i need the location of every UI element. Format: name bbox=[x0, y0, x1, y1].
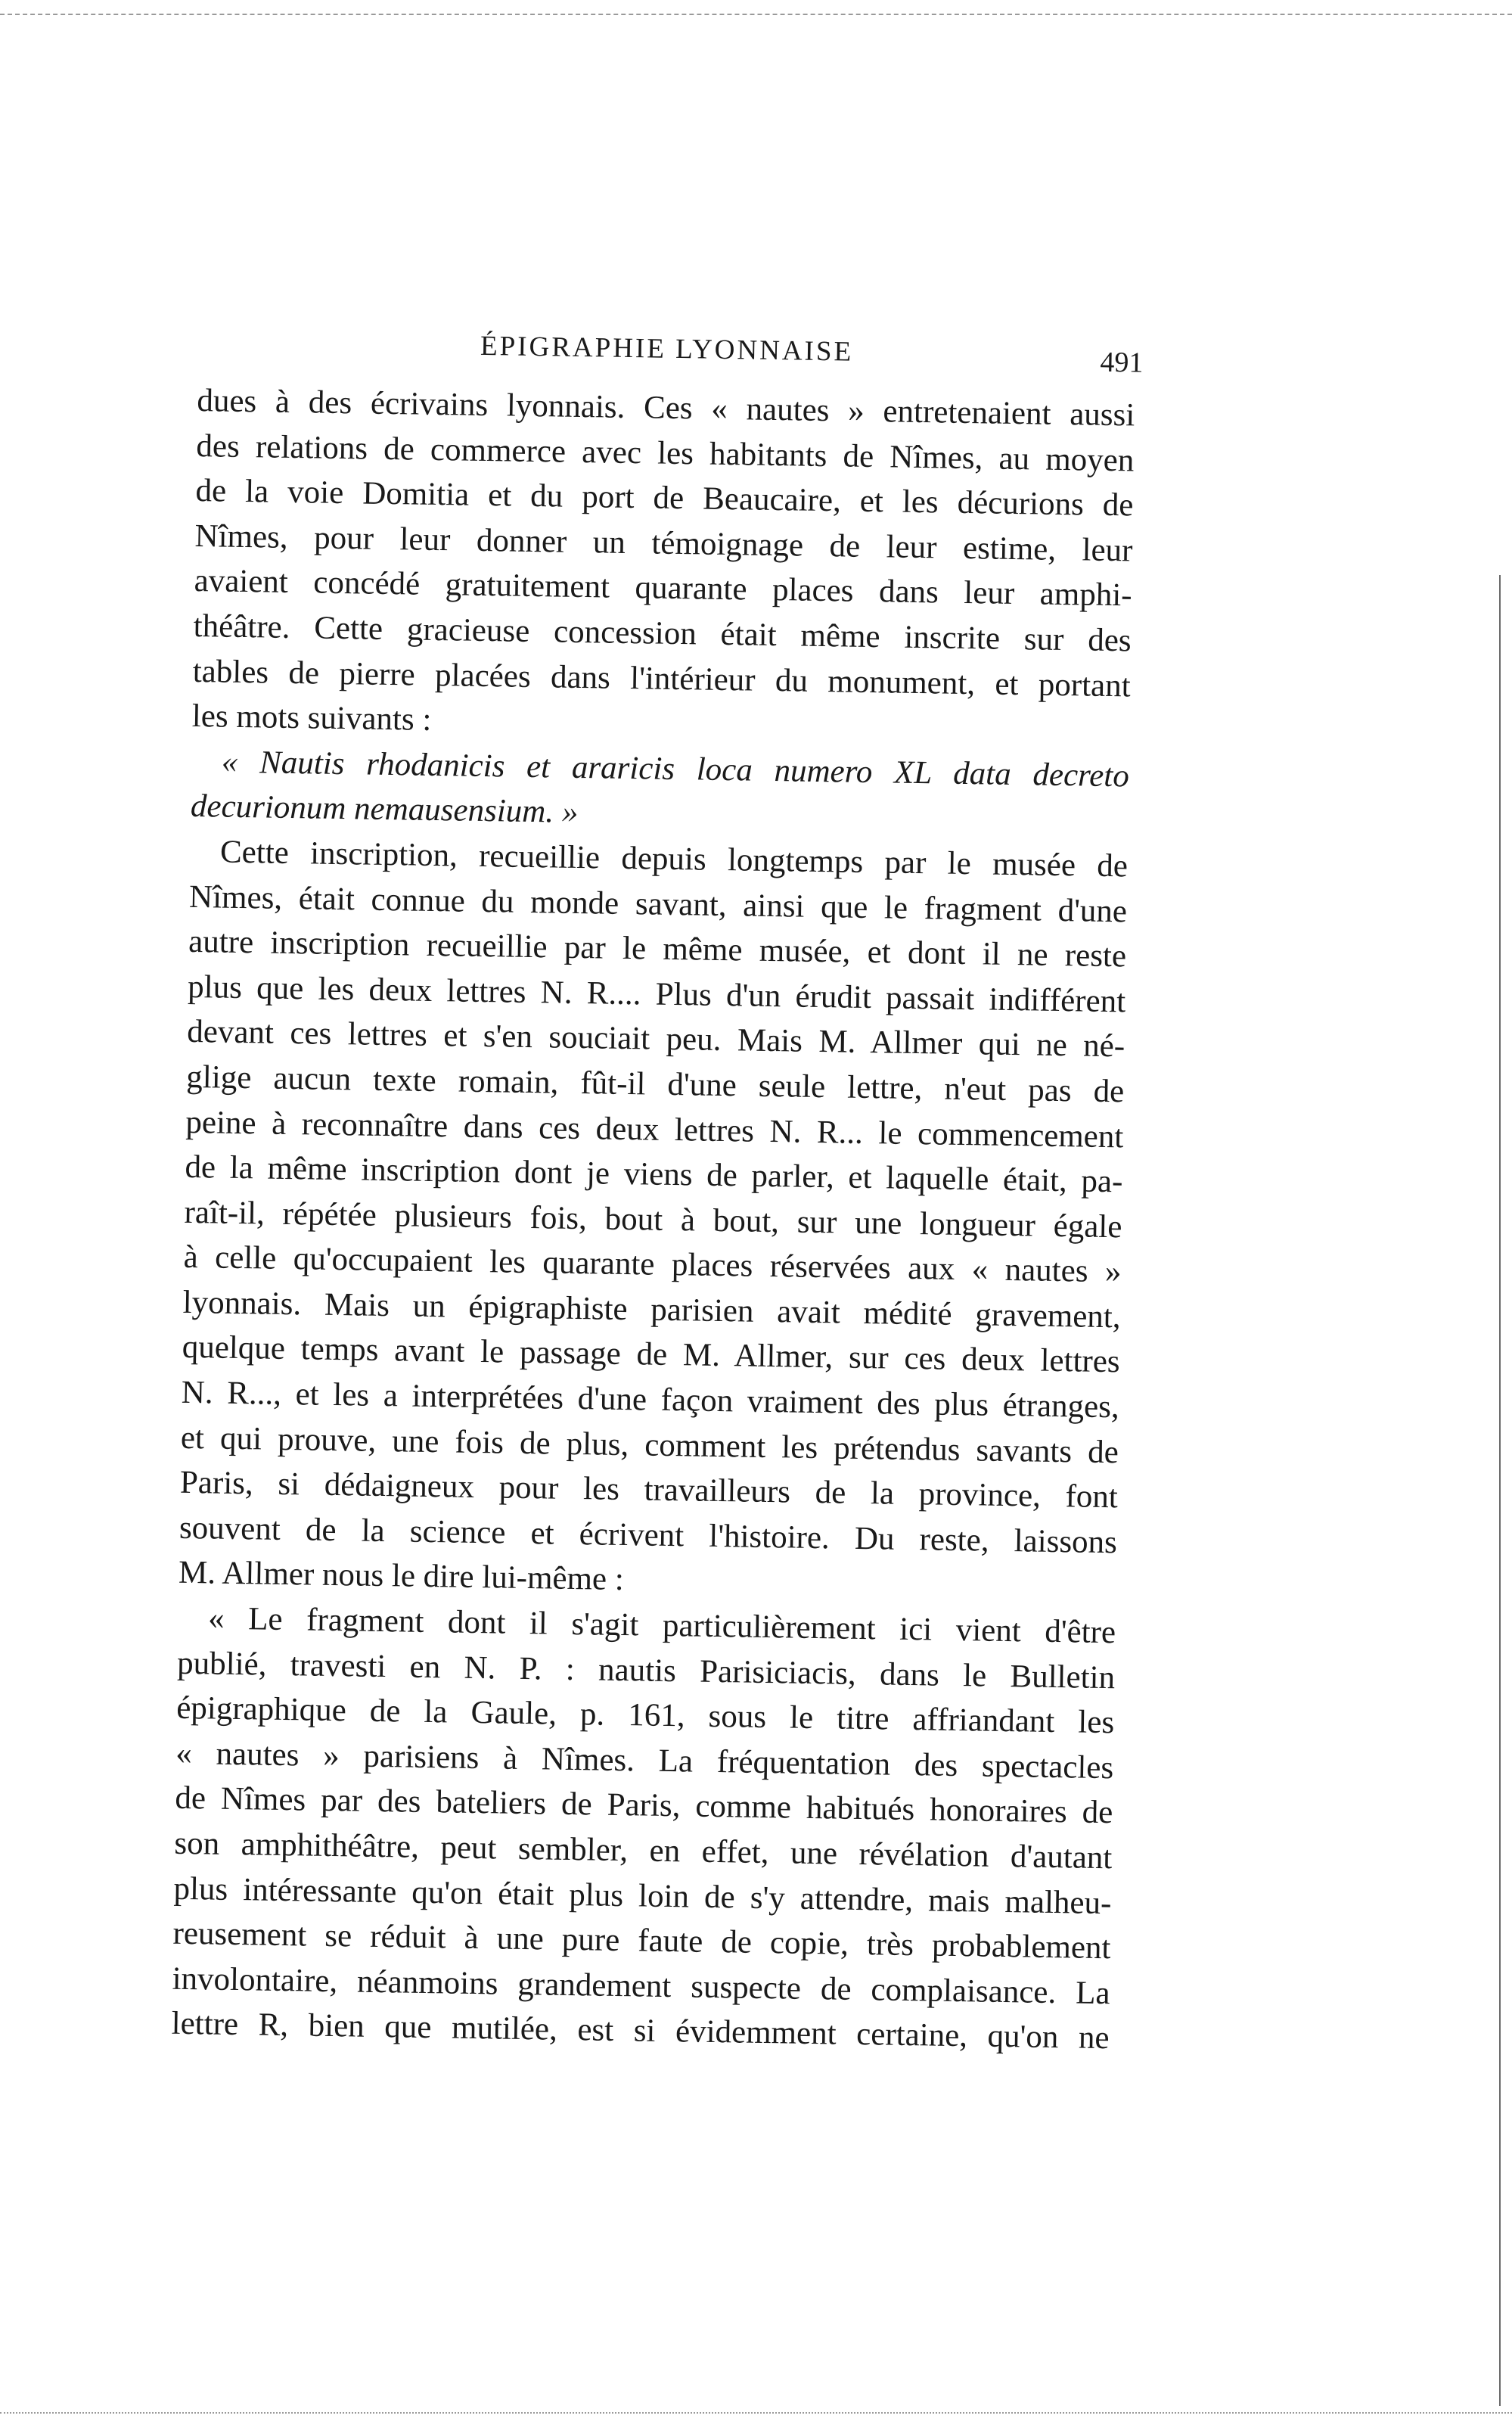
text-line: peine à reconnaître dans ces deux lettres N. R... le commencement bbox=[185, 1104, 1124, 1155]
scan-bottom-edge bbox=[0, 2412, 1512, 2414]
allmer-quote bbox=[171, 1596, 1116, 2061]
text-line: et qui prouve, une fois de plus, comment les prétendus savants de bbox=[180, 1419, 1119, 1470]
paragraph bbox=[191, 378, 1135, 754]
text-line: decurionum nemausensium. » bbox=[190, 788, 579, 831]
text-line: M. Allmer nous le dire lui-même : bbox=[178, 1555, 625, 1598]
paragraph bbox=[179, 829, 1129, 1610]
text-line: quelque temps avant le passage de M. Allmer, sur ces deux lettres bbox=[182, 1329, 1120, 1380]
text-line: glige aucun texte romain, fût-il d'une seule lettre, n'eut pas de bbox=[186, 1059, 1125, 1110]
scan-right-edge bbox=[1499, 575, 1501, 2406]
text-line: de la même inscription dont je viens de parler, et laquelle était, pa- bbox=[185, 1149, 1123, 1200]
text-line: Nîmes, pour leur donner un témoignage de leur estime, leur bbox=[194, 518, 1133, 569]
text-line: théâtre. Cette gracieuse concession était même inscrite sur des bbox=[193, 608, 1132, 659]
text-line: de la voie Domitia et du port de Beaucaire, et les décurions de bbox=[195, 473, 1134, 524]
scan-top-edge bbox=[0, 14, 1512, 15]
text-line: tables de pierre placées dans l'intérieur du monument, et portant bbox=[192, 653, 1132, 704]
page-number: 491 bbox=[1100, 346, 1144, 379]
text-line: des relations de commerce avec les habitants de Nîmes, au moyen bbox=[196, 427, 1135, 479]
text-line: son amphithéâtre, peut sembler, en effet, une révélation d'autant bbox=[174, 1825, 1113, 1876]
text-line: lyonnais. Mais un épigraphiste parisien avait médité gravement, bbox=[182, 1284, 1121, 1335]
text-line: « Le fragment dont il s'agit particulièrement ici vient d'être bbox=[207, 1600, 1116, 1651]
text-line: Cette inscription, recueillie depuis longtemps par le musée de bbox=[219, 834, 1129, 884]
text-line: dues à des écrivains lyonnais. Ces « nautes » entretenaient aussi bbox=[197, 382, 1135, 434]
text-line: plus intéressante qu'on était plus loin de s'y attendre, mais malheu- bbox=[173, 1870, 1112, 1921]
running-title: ÉPIGRAPHIE LYONNAISE bbox=[480, 330, 854, 368]
text-line: de Nîmes par des bateliers de Paris, comme habitués honoraires de bbox=[175, 1780, 1113, 1831]
book-page bbox=[171, 325, 1144, 2061]
text-line: publié, travesti en N. P. : nautis Parisiciacis, dans le Bulletin bbox=[176, 1645, 1116, 1696]
text-line: devant ces lettres et s'en souciait peu. Mais M. Allmer qui ne né- bbox=[186, 1014, 1125, 1065]
text-line: souvent de la science et écrivent l'histoire. Du reste, laissons bbox=[179, 1509, 1118, 1561]
text-line: lettre R, bien que mutilée, est si évidemment certaine, qu'on ne bbox=[171, 2006, 1110, 2056]
text-line: avaient concédé gratuitement quarante places dans leur amphi- bbox=[194, 563, 1132, 614]
text-line: les mots suivants : bbox=[191, 698, 432, 738]
text-line: à celle qu'occupaient les quarante places réservées aux « nautes » bbox=[183, 1239, 1122, 1290]
text-line: raît-il, répétée plusieurs fois, bout à bout, sur une longueur égale bbox=[184, 1194, 1122, 1245]
latin-quote bbox=[191, 739, 1130, 844]
text-line: reusement se réduit à une pure faute de copie, très probablement bbox=[172, 1915, 1111, 1966]
text-line: plus que les deux lettres N. R.... Plus d'un érudit passait indifférent bbox=[187, 968, 1126, 1020]
text-line: autre inscription recueillie par le même musée, et dont il ne reste bbox=[188, 924, 1127, 975]
text-line: involontaire, néanmoins grandement suspecte de complaisance. La bbox=[172, 1960, 1110, 2011]
text-line: « nautes » parisiens à Nîmes. La fréquentation des spectacles bbox=[175, 1735, 1114, 1786]
text-line: Paris, si dédaigneux pour les travailleurs de la province, font bbox=[179, 1465, 1119, 1516]
text-line: Nîmes, était connue du monde savant, ainsi que le fragment d'une bbox=[188, 878, 1128, 929]
text-line: épigraphique de la Gaule, p. 161, sous le titre affriandant les bbox=[175, 1690, 1115, 1741]
text-line: « Nautis rhodanicis et araricis loca numero XL data decreto bbox=[221, 744, 1130, 794]
text-line: N. R..., et les a interprétées d'une façon vraiment des plus étranges, bbox=[181, 1374, 1120, 1425]
